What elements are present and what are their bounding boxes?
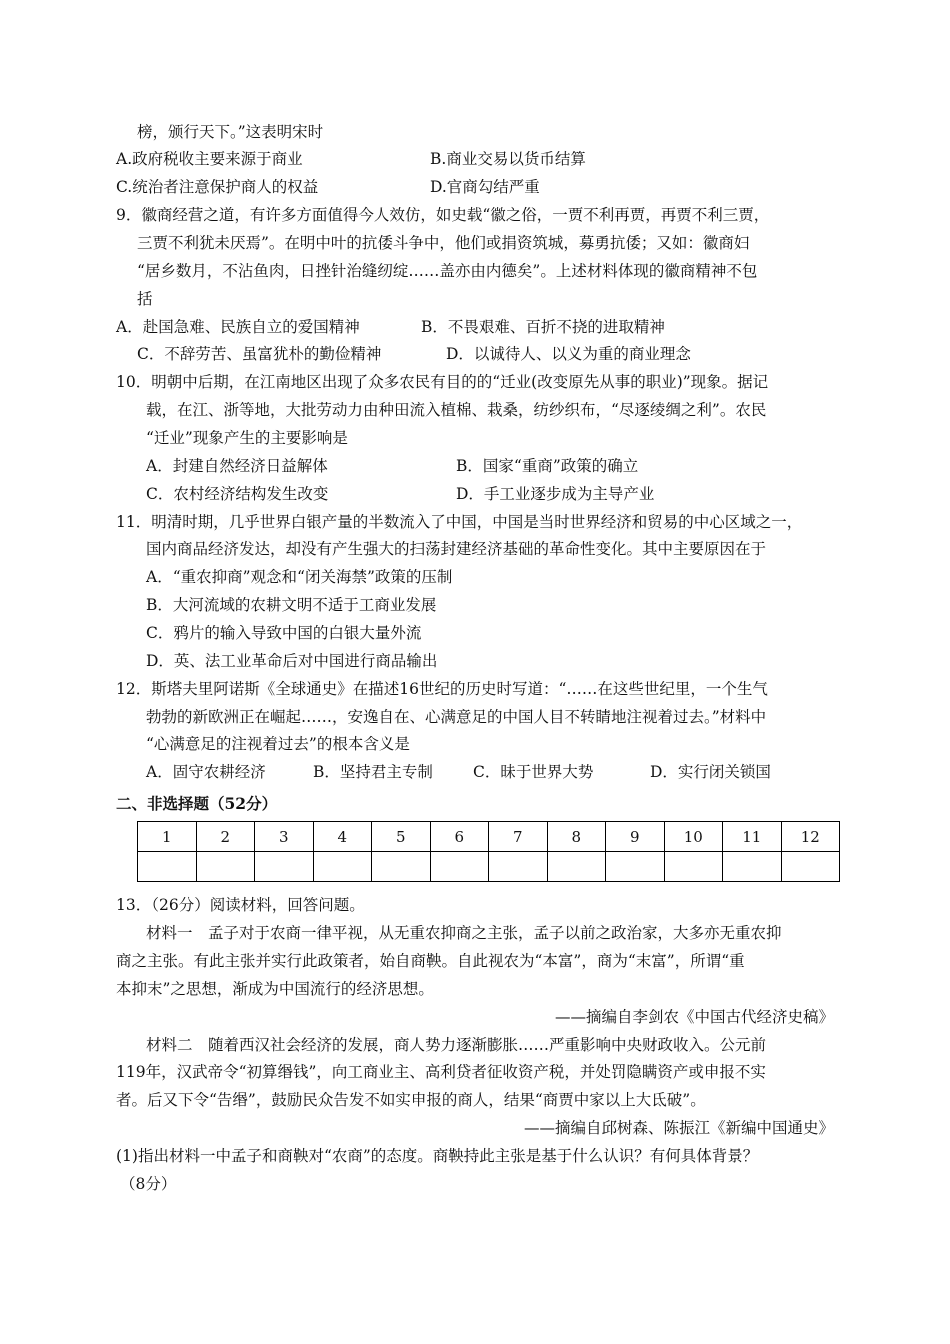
q13-material1-line: 本抑末”之思想，渐成为中国流行的经济思想。 <box>116 980 434 998</box>
answer-number-cell: 2 <box>196 822 255 852</box>
q13-source2: ——摘编自邱树森、陈振江《新编中国通史》 <box>523 1119 834 1137</box>
answer-blank-cell[interactable] <box>313 852 372 882</box>
q11-stem-line: 11．明清时期，几乎世界白银产量的半数流入了中国，中国是当时世界经济和贸易的中心区域之一， <box>116 513 803 531</box>
answer-blank-cell[interactable] <box>606 852 665 882</box>
q13-sub1-line: （8分） <box>120 1175 177 1193</box>
q10-option-b: B．国家“重商”政策的确立 <box>456 457 639 475</box>
q13-source1: ——摘编自李剑农《中国古代经济史稿》 <box>554 1008 834 1026</box>
q8-option-c: C.统治者注意保护商人的权益 <box>116 178 319 196</box>
q10-option-d: D．手工业逐步成为主导产业 <box>456 485 655 503</box>
q8-option-d: D.官商勾结严重 <box>430 178 540 196</box>
q12-option-b: B．坚持君主专制 <box>313 763 433 781</box>
q10-stem-line: 载，在江、浙等地，大批劳动力由种田流入植棉、栽桑，纺纱织布，“尽逐绫绸之利”。农民 <box>146 401 767 419</box>
q8-option-a: A.政府税收主要来源于商业 <box>116 150 303 168</box>
answer-number-cell: 7 <box>489 822 548 852</box>
answer-number-cell: 11 <box>723 822 782 852</box>
q12-stem-line: 12．斯塔夫里阿诺斯《全球通史》在描述16世纪的历史时写道：“……在这些世纪里，一个生气 <box>116 680 768 698</box>
answer-number-cell: 10 <box>664 822 723 852</box>
answer-number-cell: 4 <box>313 822 372 852</box>
q9-option-c: C．不辞劳苦、虽富犹朴的勤俭精神 <box>137 345 382 363</box>
answer-blank-cell[interactable] <box>196 852 255 882</box>
q13-material2-line: 119年，汉武帝令“初算缗钱”，向工商业主、高利贷者征收资产税，并处罚隐瞒资产或申报不实 <box>116 1063 766 1081</box>
q12-option-a: A．固守农耕经济 <box>146 763 266 781</box>
q13-sub1-line: (1)指出材料一中孟子和商鞅对“农商”的态度。商鞅持此主张是基于什么认识？有何具体背景？ <box>116 1147 759 1165</box>
answer-number-cell: 5 <box>372 822 431 852</box>
q8-option-b: B.商业交易以货币结算 <box>430 150 586 168</box>
q9-option-a: A．赴国急难、民族自立的爱国精神 <box>116 318 360 336</box>
answer-number-cell: 9 <box>606 822 665 852</box>
answer-blank-cell[interactable] <box>489 852 548 882</box>
q10-option-a: A．封建自然经济日益解体 <box>146 457 328 475</box>
answer-blank-cell[interactable] <box>430 852 489 882</box>
q11-option-d: D．英、法工业革命后对中国进行商品输出 <box>146 652 438 670</box>
answer-blank-cell[interactable] <box>664 852 723 882</box>
q13-material1-line: 材料一 孟子对于农商一律平视，从无重农抑商之主张，孟子以前之政治家，大多亦无重农抑 <box>146 924 782 942</box>
answer-blank-cell[interactable] <box>723 852 782 882</box>
answer-blank-cell[interactable] <box>138 852 197 882</box>
q12-option-d: D．实行闭关锁国 <box>650 763 771 781</box>
q12-option-c: C．昧于世界大势 <box>473 763 594 781</box>
answer-table-blank-row <box>138 852 840 882</box>
q10-stem-line: 10．明朝中后期，在江南地区出现了众多农民有目的的“迁业(改变原先从事的职业)”现象。据记 <box>116 373 769 391</box>
answer-number-cell: 3 <box>255 822 314 852</box>
q13-material1-line: 商之主张。有此主张并实行此政策者，始自商鞅。自此视农为“本富”，商为“末富”，所谓“重 <box>116 952 745 970</box>
q10-option-c: C．农村经济结构发生改变 <box>146 485 329 503</box>
answer-blank-cell[interactable] <box>547 852 606 882</box>
answer-blank-cell[interactable] <box>255 852 314 882</box>
q13-material2-line: 材料二 随着西汉社会经济的发展，商人势力逐渐膨胀……严重影响中央财政收入。公元前 <box>146 1036 767 1054</box>
q9-stem-line: 三贾不利犹未厌焉”。在明中叶的抗倭斗争中，他们或捐资筑城，募勇抗倭；又如：徽商妇 <box>137 234 750 252</box>
answer-number-cell: 12 <box>781 822 840 852</box>
section-title: 二、非选择题（52分） <box>116 794 278 813</box>
q11-stem-line: 国内商品经济发达，却没有产生强大的扫荡封建经济基础的革命性变化。其中主要原因在于 <box>146 540 767 558</box>
q9-stem-line: 9．徽商经营之道，有许多方面值得今人效仿，如史载“徽之俗，一贾不利再贾，再贾不利三贾， <box>116 206 770 224</box>
q9-stem-line: “居乡数月，不沾鱼肉，日挫针治缝纫绽……盖亦由内德矣”。上述材料体现的徽商精神不包 <box>137 262 758 280</box>
q13-intro: 13．（26分）阅读材料，回答问题。 <box>116 896 365 914</box>
q9-option-b: B．不畏艰难、百折不挠的进取精神 <box>421 318 665 336</box>
answer-number-cell: 6 <box>430 822 489 852</box>
answer-number-cell: 1 <box>138 822 197 852</box>
q8-stem-end: 榜，颁行天下。”这表明宋时 <box>137 123 324 141</box>
answer-blank-cell[interactable] <box>372 852 431 882</box>
answer-table <box>137 821 840 882</box>
q13-material2-line: 者。后又下令“告缗”，鼓励民众告发不如实申报的商人，结果“商贾中家以上大氐破”。 <box>116 1091 706 1109</box>
q9-stem-line: 括 <box>137 290 153 308</box>
answer-table-header-row <box>138 822 840 852</box>
q11-option-c: C．鸦片的输入导致中国的白银大量外流 <box>146 624 422 642</box>
q9-option-d: D．以诚待人、以义为重的商业理念 <box>446 345 691 363</box>
answer-number-cell: 8 <box>547 822 606 852</box>
q12-stem-line: 勃勃的新欧洲正在崛起……，安逸自在、心满意足的中国人目不转睛地注视着过去。”材料中 <box>146 708 767 726</box>
q10-stem-line: “迁业”现象产生的主要影响是 <box>146 429 348 447</box>
answer-blank-cell[interactable] <box>781 852 840 882</box>
q12-stem-line: “心满意足的注视着过去”的根本含义是 <box>146 735 410 753</box>
q11-option-a: A．“重农抑商”观念和“闭关海禁”政策的压制 <box>146 568 453 586</box>
q11-option-b: B．大河流域的农耕文明不适于工商业发展 <box>146 596 437 614</box>
